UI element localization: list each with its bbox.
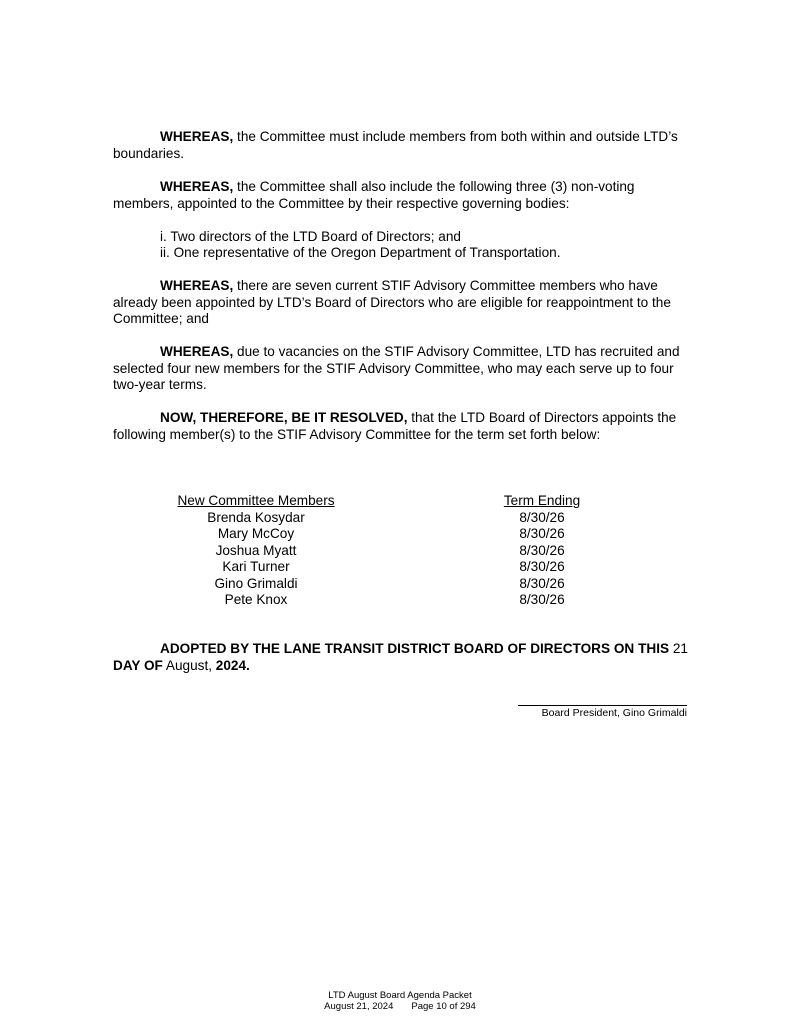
term-column-header: Term Ending <box>503 493 581 508</box>
adoption-statement <box>113 640 688 674</box>
paragraph-lead: NOW, THEREFORE, BE IT RESOLVED, <box>160 410 408 425</box>
signature-line <box>518 705 687 706</box>
footer-page-number: Page 10 of 294 <box>411 1001 476 1012</box>
list-item-odot: ii. One representative of the Oregon Department of Transportation. <box>160 245 561 260</box>
paragraph-lead: WHEREAS, <box>160 179 234 194</box>
paragraph-text: that the LTD Board of Directors appoints the following member(s) to the STIF Advisory Committee for the term set forth below: <box>113 410 677 442</box>
member-name: Joshua Myatt <box>215 542 297 558</box>
paragraph-text: due to vacancies on the STIF Advisory Committee, LTD has recruited and selected four new members for the STIF Advisory Committee, who may each serve up to four two-year terms. <box>113 344 680 392</box>
signature-caption: Board President, Gino Grimaldi <box>541 707 687 719</box>
adopted-text: ADOPTED BY THE LANE TRANSIT DISTRICT BOARD OF DIRECTORS ON THIS <box>160 641 670 656</box>
term-ending: 8/30/26 <box>519 559 565 574</box>
term-ending: 8/30/26 <box>519 526 565 541</box>
member-name: Kari Turner <box>222 559 290 574</box>
term-ending: 8/30/26 <box>519 575 565 591</box>
adopted-month: August, <box>162 658 216 673</box>
member-name: Brenda Kosydar <box>207 509 305 525</box>
paragraph-lead: WHEREAS, <box>160 344 234 359</box>
page-footer <box>0 990 800 1012</box>
whereas-paragraph-2 <box>113 179 688 212</box>
whereas-paragraph-1 <box>113 129 688 162</box>
footer-title: LTD August Board Agenda Packet <box>328 990 472 1001</box>
resolved-paragraph <box>113 410 688 443</box>
members-column-header: New Committee Members <box>177 493 335 508</box>
paragraph-lead: WHEREAS, <box>160 278 234 293</box>
adopted-day-of: DAY OF <box>113 658 163 673</box>
paragraph-text: the Committee must include members from both within and outside LTD’s boundaries. <box>113 129 678 161</box>
whereas-paragraph-4 <box>113 344 688 394</box>
member-name: Gino Grimaldi <box>214 575 298 591</box>
member-name: Pete Knox <box>224 592 288 607</box>
footer-date: August 21, 2024 <box>324 1001 394 1012</box>
paragraph-text: the Committee shall also include the following three (3) non-voting members, appointed to the Committee by their respective governing bodies: <box>113 179 635 211</box>
whereas-paragraph-3 <box>113 278 688 328</box>
adopted-year: 2024. <box>215 658 250 673</box>
members-column <box>160 493 352 609</box>
footer-meta <box>0 1001 800 1012</box>
list-item-directors: i. Two directors of the LTD Board of Directors; and <box>160 229 461 244</box>
adopted-day: 21 <box>669 641 688 656</box>
term-ending: 8/30/26 <box>519 509 565 525</box>
term-ending: 8/30/26 <box>519 542 565 558</box>
term-ending: 8/30/26 <box>519 592 565 607</box>
term-column <box>486 493 598 609</box>
paragraph-lead: WHEREAS, <box>160 129 234 144</box>
member-name: Mary McCoy <box>217 526 295 541</box>
paragraph-text: there are seven current STIF Advisory Committee members who have already been appointed by LTD’s Board of Directors who are eligible for reappointment to the Committee; and <box>113 278 671 326</box>
